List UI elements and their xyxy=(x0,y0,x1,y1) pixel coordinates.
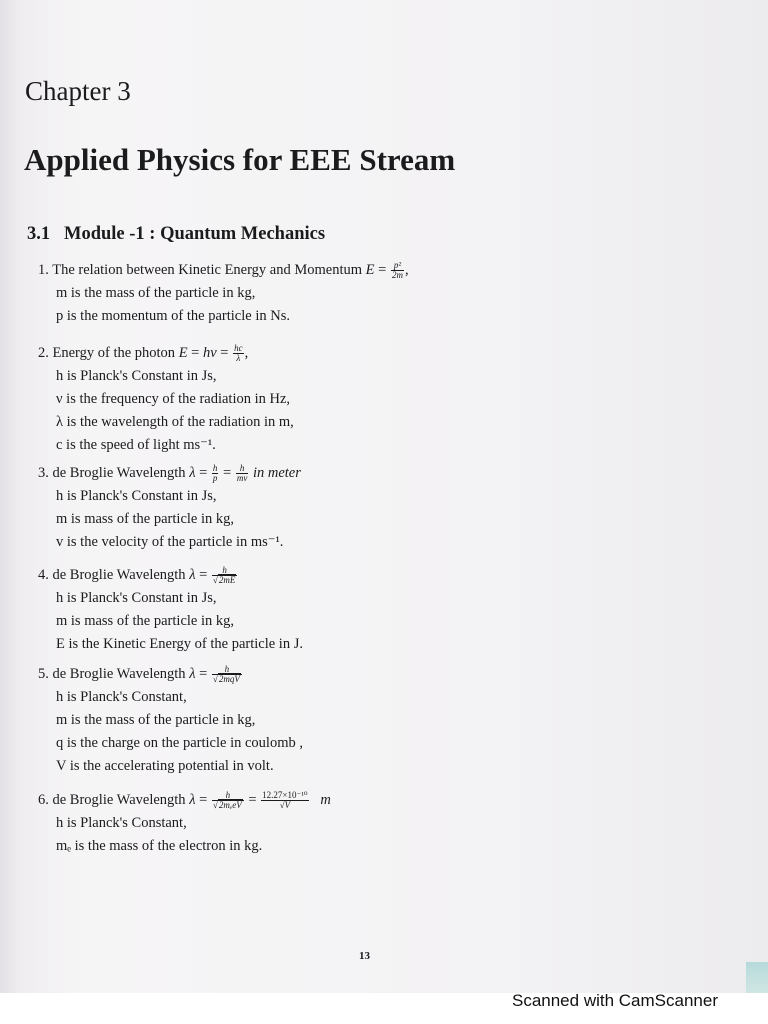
item-number: 3. xyxy=(38,465,49,481)
list-item xyxy=(38,462,301,554)
item-number: 4. xyxy=(38,567,49,583)
item-line: V is the accelerating potential in volt. xyxy=(56,758,274,774)
item-number: 6. xyxy=(38,792,49,808)
item-lead: de Broglie Wavelength xyxy=(52,465,186,481)
item-line: h is Planck's Constant in Js, xyxy=(56,488,217,504)
formula: λ = h √2mqV xyxy=(189,664,240,685)
list-item xyxy=(38,663,303,778)
formula: λ = $\frac{h}{√2mE}$ xyxy=(189,565,236,586)
item-line: c is the speed of light ms⁻¹. xyxy=(56,437,216,453)
list-item xyxy=(38,259,409,328)
item-line: p is the momentum of the particle in Ns. xyxy=(56,308,290,324)
item-line: m is the mass of the particle in kg, xyxy=(56,285,256,301)
page-number: 13 xyxy=(359,950,370,962)
item-number: 2. xyxy=(38,345,49,361)
item-line: m is mass of the particle in kg, xyxy=(56,613,234,629)
item-line: h is Planck's Constant, xyxy=(56,689,187,705)
item-line: λ is the wavelength of the radiation in m, xyxy=(56,414,294,430)
item-line: ν is the frequency of the radiation in Hz, xyxy=(56,391,291,407)
scanner-watermark: Scanned with CamScanner xyxy=(511,991,718,1010)
item-lead: Energy of the photon xyxy=(52,345,176,361)
item-number: 5. xyxy=(38,666,49,682)
list-item xyxy=(38,564,303,656)
item-lead: The relation between Kinetic Energy and Momentum xyxy=(52,262,363,278)
item-lead: de Broglie Wavelength xyxy=(52,567,186,583)
item-line: mₑ is the mass of the electron in kg. xyxy=(56,838,263,854)
item-number: 1. xyxy=(38,262,49,278)
formula: E = $\frac{\text{p²}}{2m}$ , xyxy=(365,260,409,281)
formula: λ = h √2mₑeV = $\frac{\text{12.27×10⁻¹⁰}}{√V}$ m xyxy=(189,790,331,811)
item-unit: in meter xyxy=(252,465,301,481)
list-item xyxy=(38,789,331,858)
item-line: q is the charge on the particle in coulomb , xyxy=(56,735,303,751)
list-item xyxy=(38,342,294,457)
page-tab xyxy=(746,962,768,993)
formula: λ = $\frac{h}{p}$ = $\frac{h}{mv}$ xyxy=(189,463,248,484)
item-line: v is the velocity of the particle in ms⁻¹. xyxy=(56,534,284,550)
chapter-title: Applied Physics for EEE Stream xyxy=(24,142,456,177)
item-lead: de Broglie Wavelength xyxy=(52,792,186,808)
chapter-heading: Chapter 3 xyxy=(25,76,131,106)
item-line: h is Planck's Constant in Js, xyxy=(56,590,217,606)
item-lead: de Broglie Wavelength xyxy=(52,666,186,682)
section-label: Module -1 : Quantum Mechanics xyxy=(64,224,326,244)
item-line: m is the mass of the particle in kg, xyxy=(56,712,256,728)
item-line: E is the Kinetic Energy of the particle in J. xyxy=(56,636,303,652)
section-heading xyxy=(27,224,325,245)
item-line: h is Planck's Constant in Js, xyxy=(56,368,217,384)
formula: E = hν = $\frac{hc}{\lambda}$ , xyxy=(178,343,249,364)
item-line: m is mass of the particle in kg, xyxy=(56,511,234,527)
section-number: 3.1 xyxy=(27,224,51,244)
item-line: h is Planck's Constant, xyxy=(56,815,187,831)
